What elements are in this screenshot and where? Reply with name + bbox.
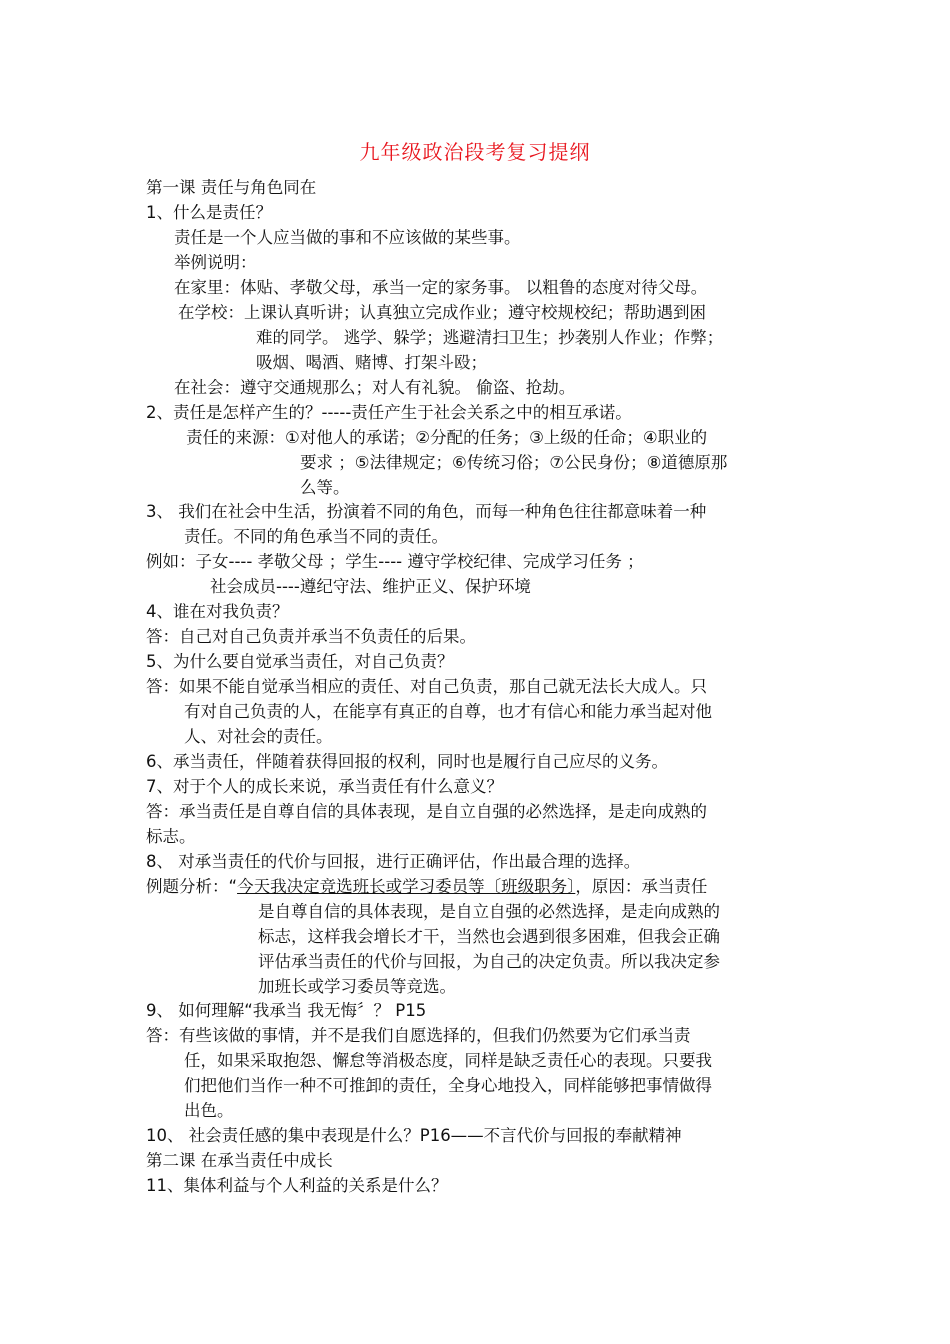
- q4-answer: 答：自己对自己负责并承当不负责任的后果。: [146, 627, 476, 646]
- q1-heading: 1、什么是责任？: [146, 203, 272, 222]
- source-line-1: 责任的来源：①对他人的承诺；②分配的任务；③上级的任命；④职业的: [186, 428, 708, 447]
- example-label: 举例说明：: [174, 253, 257, 272]
- role-example-line-1: 例如：子女---- 孝敬父母 ；学生---- 遵守学校纪律、完成学习任务 ；: [146, 552, 644, 571]
- q9-answer-line-4: 出色。: [184, 1101, 234, 1120]
- q5-answer-line-2: 有对自己负责的人，在能享有真正的自尊，也才有信心和能力承当起对他: [184, 702, 712, 721]
- example-analysis-label: 例题分析：“: [146, 877, 238, 896]
- lesson-2-heading: 第二课 在承当责任中成长: [146, 1151, 333, 1170]
- q10-heading: 10、 社会责任感的集中表现是什么？P16——不言代价与回报的奉献精神: [146, 1126, 682, 1145]
- q3-line-1: 3、 我们在社会中生活，扮演着不同的角色，而每一种角色往往都意味着一种: [146, 502, 707, 521]
- q4-heading: 4、谁在对我负责？: [146, 602, 289, 621]
- example-analysis-line-3: 标志，这样我会增长才干，当然也会遇到很多困难，但我会正确: [258, 927, 720, 946]
- school-example-line-1: 在学校：上课认真听讲；认真独立完成作业；遵守校规校纪；帮助遇到困: [178, 303, 706, 322]
- home-example: 在家里：体贴、孝敬父母，承当一定的家务事。 以粗鲁的态度对待父母。: [174, 278, 708, 297]
- q1-answer: 责任是一个人应当做的事和不应该做的某些事。: [174, 228, 521, 247]
- q2-heading: 2、责任是怎样产生的？-----责任产生于社会关系之中的相互承诺。: [146, 403, 632, 422]
- q6-heading: 6、承当责任，伴随着获得回报的权利，同时也是履行自己应尽的义务。: [146, 752, 668, 771]
- q9-answer-line-3: 们把他们当作一种不可推卸的责任，全身心地投入，同样能够把事情做得: [184, 1076, 712, 1095]
- school-example-line-2: 难的同学。 逃学、躲学；逃避清扫卫生；抄袭别人作业；作弊；: [256, 328, 724, 347]
- q7-answer-line-1: 答：承当责任是自尊自信的具体表现，是自立自强的必然选择，是走向成熟的: [146, 802, 707, 821]
- example-analysis-line-2: 是自尊自信的具体表现，是自立自强的必然选择，是走向成熟的: [258, 902, 720, 921]
- q9-answer-line-1: 答：有些该做的事情，并不是我们自愿选择的，但我们仍然要为它们承当责: [146, 1026, 691, 1045]
- q9-answer-line-2: 任，如果采取抱怨、懈怠等消极态度，同样是缺乏责任心的表现。只要我: [184, 1051, 712, 1070]
- example-analysis-line-5: 加班长或学习委员等竞选。: [258, 977, 456, 996]
- school-example-line-3: 吸烟、喝酒、赌博、打架斗殴；: [256, 353, 487, 372]
- q8-heading: 8、 对承当责任的代价与回报，进行正确评估，作出最合理的选择。: [146, 852, 641, 871]
- q11-heading: 11、集体利益与个人利益的关系是什么？: [146, 1176, 448, 1195]
- source-line-3: 么等。: [300, 478, 350, 497]
- example-analysis-reason: ，原因：承当责任: [575, 877, 708, 896]
- lesson-1-heading: 第一课 责任与角色同在: [146, 178, 317, 197]
- role-example-line-2: 社会成员----遵纪守法、维护正义、保护环境: [210, 577, 531, 596]
- q9-heading: 9、 如何理解“我承当 我无悔〞？ P15: [146, 1001, 427, 1020]
- q5-heading: 5、为什么要自觉承当责任，对自己负责？: [146, 652, 454, 671]
- page-title: 九年级政治段考复习提纲: [359, 140, 591, 164]
- example-analysis-line-1: [146, 875, 707, 899]
- example-analysis-line-4: 评估承当责任的代价与回报，为自己的决定负责。所以我决定参: [258, 952, 720, 971]
- q3-line-2: 责任。不同的角色承当不同的责任。: [184, 527, 448, 546]
- q7-answer-line-2: 标志。: [146, 827, 196, 846]
- q5-answer-line-3: 人、对社会的责任。: [184, 727, 333, 746]
- society-example: 在社会：遵守交通规那么；对人有礼貌。 偷盗、抢劫。: [174, 378, 576, 397]
- source-line-2: 要求 ；⑤法律规定；⑥传统习俗；⑦公民身份；⑧道德原那: [300, 453, 728, 472]
- q7-heading: 7、对于个人的成长来说，承当责任有什么意义？: [146, 777, 503, 796]
- example-analysis-quote: 今天我决定竞选班长或学习委员等〔班级职务〕: [237, 877, 576, 896]
- q5-answer-line-1: 答：如果不能自觉承当相应的责任、对自己负责，那自己就无法长大成人。只: [146, 677, 707, 696]
